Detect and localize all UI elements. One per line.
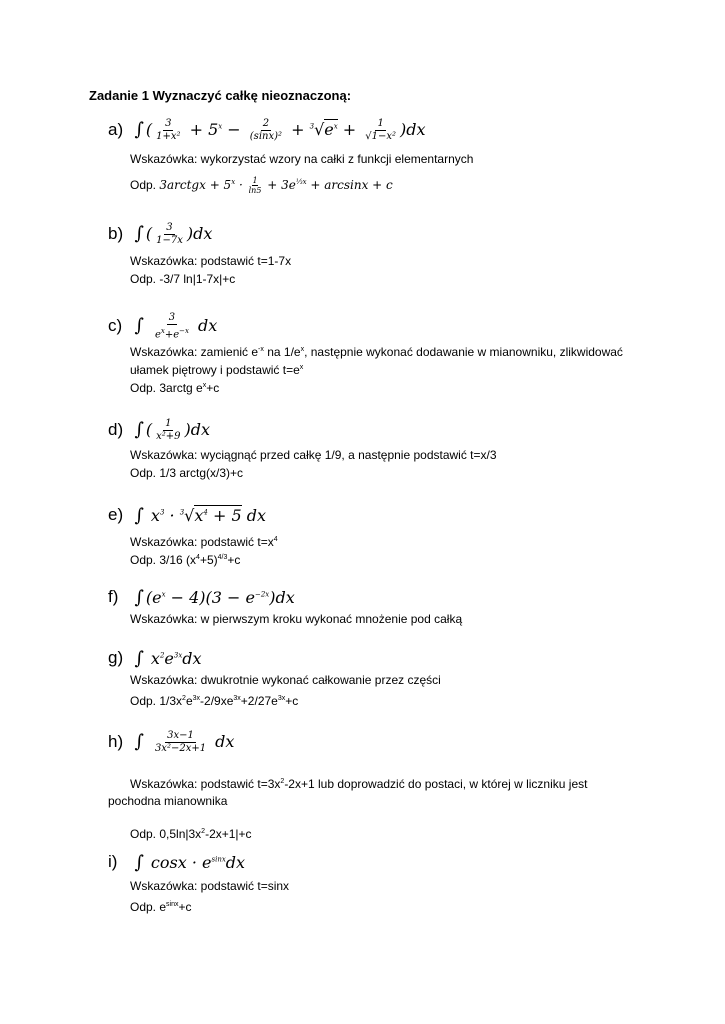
integral-expression: ∫ ( $\frac{1}{\text{x²+9}}$ )dx <box>134 418 210 442</box>
integral-expression: ∫ $x^3 \cdot ^3√x^4 + 5$ dx <box>134 505 266 527</box>
problem-d <box>108 418 210 443</box>
integral-expression: ∫ $\frac{3x-1}{\text{3x²−2x+1}}$ dx <box>134 730 235 754</box>
problem-label: h) <box>108 731 124 751</box>
problem-i <box>108 852 245 873</box>
hint-c-line2: ułamek piętrowy i podstawić $t=e^x$ <box>130 363 304 377</box>
problem-e <box>108 505 266 526</box>
answer-d: Odp. 1/3 arctg(x/3)+c <box>130 466 244 480</box>
answer-e: Odp. 3/16 $(x^4+5)^{4/3}+c$ <box>130 553 241 567</box>
problem-label: a) <box>108 119 124 139</box>
problem-f <box>108 587 295 608</box>
hint-h: Wskazówka: podstawić $t=3x^2-2x+1$ lub doprowadzić do postaci, w której w liczniku jest <box>130 777 588 791</box>
hint-i: Wskazówka: podstawić t=sinx <box>130 879 290 893</box>
integral-expression: ∫ $\cos x \cdot e^{sinx}dx$ <box>134 852 246 874</box>
integral-expression: ∫ ( $\frac{3}{1-7x}$ )dx <box>134 222 213 246</box>
hint-b: Wskazówka: podstawić t=1-7x <box>130 254 292 268</box>
answer-g: Odp. $1/3x^2e^{3x}-2/9xe^{3x}+2/27e^{3x}+c$ <box>130 694 299 708</box>
problem-b <box>108 222 212 247</box>
problem-label: e) <box>108 505 124 524</box>
integral-expression: ∫ $\frac{3}{e^x+e^{-x}}$ dx <box>134 312 218 341</box>
page-title: Zadanie 1 Wyznaczyć całkę nieoznaczoną: <box>89 88 352 103</box>
problem-label: i) <box>108 852 118 871</box>
answer-a: Odp. 3arctgx + $5^x$ · $\frac{1}{\ln 5}$ + $3e^{\frac{1}{3}x} + \arcsin x + c$ <box>130 176 393 195</box>
integral-expression: ∫ $x^2e^{3x}dx$ <box>134 648 202 670</box>
problem-label: c) <box>108 315 123 335</box>
answer-h: Odp. $0,5\ln|3x^2-2x+1|+c$ <box>130 827 252 841</box>
hint-c: Wskazówka: zamienić $e^{-x}$ na $1/e^x$, następnie wykonać dodawanie w mianowniku, zlikwidować <box>130 345 623 359</box>
answer-b: Odp. -3/7 ln|1-7x|+c <box>130 272 236 286</box>
problem-label: d) <box>108 419 124 439</box>
integral-expression: ∫ ( $\frac{3}{\text{1+x²}}$ + $5^x$ − $\frac{2}{\text{(sinx)²}}$ + $^3√e^x$ + $\frac{1}{\text{√1−x²}}$ )dx <box>134 118 426 142</box>
answer-c: Odp. 3arctg $e^x+c$ <box>130 381 220 395</box>
hint-a: Wskazówka: wykorzystać wzory na całki z funkcji elementarnych <box>130 152 474 166</box>
hint-h-line2: pochodna mianownika <box>108 794 228 808</box>
problem-c <box>108 312 217 341</box>
problem-label: f) <box>108 587 119 606</box>
answer-i: Odp. $e^{sinx}+c$ <box>130 900 192 914</box>
problem-a <box>108 118 426 143</box>
problem-label: g) <box>108 648 124 667</box>
problem-g <box>108 648 202 669</box>
problem-label: b) <box>108 223 124 243</box>
hint-f: Wskazówka: w pierwszym kroku wykonać mnożenie pod całką <box>130 612 463 626</box>
hint-d: Wskazówka: wyciągnąć przed całkę 1/9, a następnie podstawić t=x/3 <box>130 448 497 462</box>
hint-g: Wskazówka: dwukrotnie wykonać całkowanie przez części <box>130 673 441 687</box>
hint-e: Wskazówka: podstawić $t=x^4$ <box>130 535 278 549</box>
problem-h <box>108 730 234 755</box>
integral-expression: ∫ $(e^x - 4)(3 - e^{-2x})dx$ <box>134 587 295 609</box>
